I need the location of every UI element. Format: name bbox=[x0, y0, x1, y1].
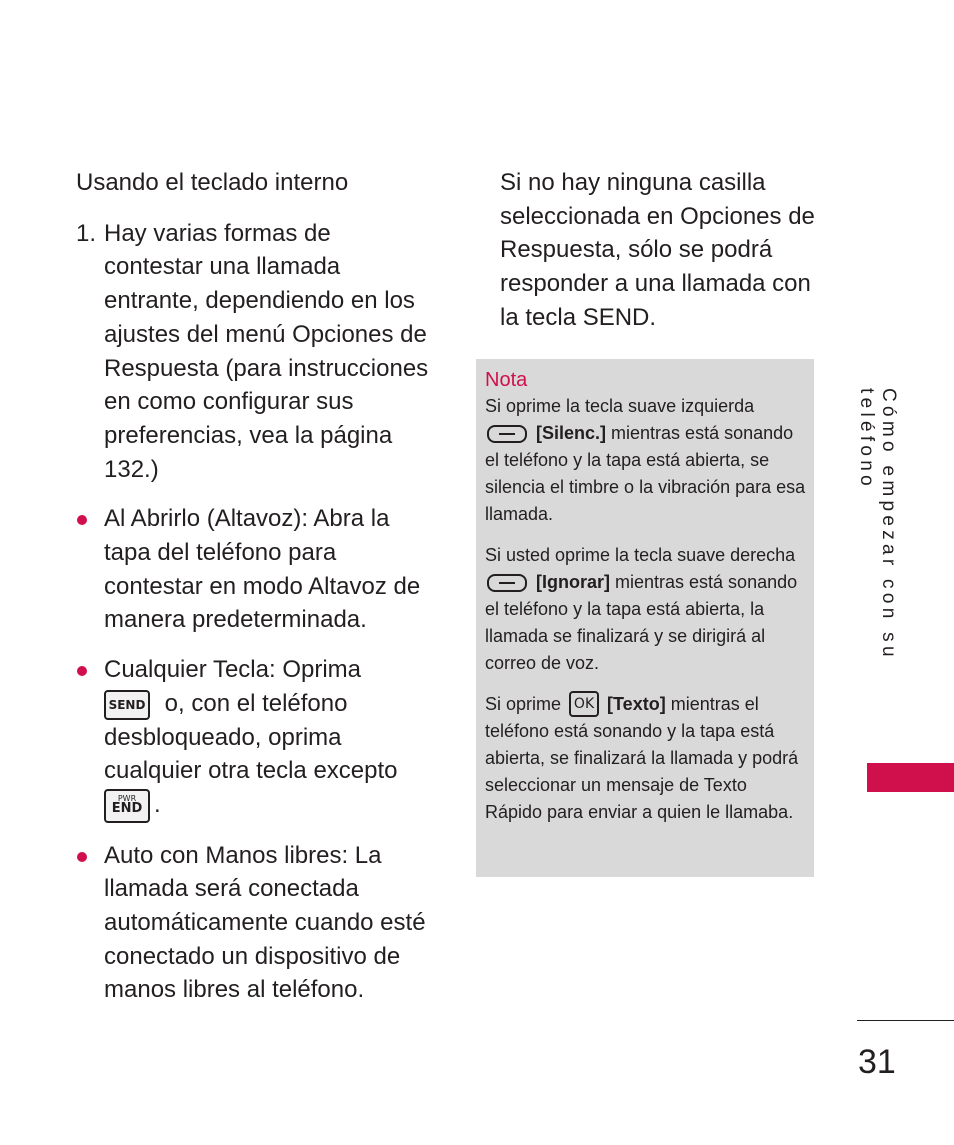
chapter-tab-marker bbox=[867, 763, 954, 792]
right-intro: Si no hay ninguna casilla seleccionada en Opciones de Respuesta, sólo se podrá responder a una llamada con la tecla SEND. bbox=[500, 169, 815, 331]
bullet-icon bbox=[77, 852, 87, 862]
end-key-label: END bbox=[111, 800, 143, 816]
left-column bbox=[76, 166, 436, 1023]
bullet-text: Abra la tapa del teléfono para contestar en modo Altavoz de manera predeterminada. bbox=[104, 505, 421, 634]
bullet-text-continued: o, con el teléfono desbloqueado, oprima cualquier otra tecla excepto bbox=[104, 689, 398, 785]
note-text: mientras está sonando el teléfono y la tapa está abierta, se silencia el timbre o la vibración para esa llamada. bbox=[485, 423, 806, 524]
note-text: Si oprime la tecla suave izquierda bbox=[485, 396, 755, 416]
note-text: Si usted oprime la tecla suave derecha bbox=[485, 545, 796, 565]
note-text: mientras está sonando el teléfono y la tapa está abierta, la llamada se finalizará y se dirigirá al correo de voz. bbox=[485, 572, 798, 673]
bullet-icon bbox=[77, 666, 87, 676]
bullet-text: : La llamada será conectada automáticamente cuando esté conectado un dispositivo de manos libres al teléfono. bbox=[104, 841, 426, 1004]
end-key-pwr-label: PWR bbox=[117, 793, 137, 803]
note-paragraph-1 bbox=[485, 393, 808, 528]
note-box bbox=[476, 359, 814, 877]
bullet-cualquier-tecla bbox=[76, 653, 436, 822]
step-number: 1. bbox=[76, 219, 97, 247]
bullet-auto-manos-libres bbox=[76, 839, 436, 1008]
silenc-key-label: [Silenc.] bbox=[536, 423, 607, 443]
step-1-text: Hay varias formas de contestar una llamada entrante, dependiendo en los ajustes del menú Opciones de Respuesta (para instrucciones en como configurar sus preferencias, vea la página 132.) bbox=[104, 219, 429, 483]
step-1 bbox=[76, 217, 436, 487]
texto-key-label: [Texto] bbox=[607, 694, 666, 714]
section-title: Usando el teclado interno bbox=[76, 169, 349, 196]
note-title: Nota bbox=[485, 369, 528, 391]
note-paragraph-2 bbox=[485, 542, 808, 677]
bullet-term: Auto con Manos libres bbox=[104, 841, 342, 869]
ok-key-icon: OK bbox=[569, 691, 599, 717]
bullet-term: Al Abrirlo (Altavoz): bbox=[104, 505, 309, 533]
right-softkey-icon bbox=[487, 574, 527, 592]
send-key-icon: SEND bbox=[104, 690, 150, 720]
end-key-icon bbox=[104, 789, 150, 823]
ignorar-key-label: [Ignorar] bbox=[536, 572, 611, 592]
bullet-text-end: . bbox=[154, 790, 161, 818]
page-number: 31 bbox=[858, 1043, 896, 1081]
note-paragraph-3 bbox=[485, 691, 808, 826]
bullet-al-abrirlo bbox=[76, 502, 436, 637]
bullet-text: : Oprima bbox=[269, 656, 362, 684]
bullet-icon bbox=[77, 515, 87, 525]
footer-rule bbox=[857, 1020, 954, 1021]
left-softkey-icon bbox=[487, 425, 527, 443]
bullet-term: Cualquier Tecla bbox=[104, 656, 269, 684]
chapter-tab-label: Cómo empezar con su teléfono bbox=[856, 388, 899, 661]
note-text: Si oprime bbox=[485, 694, 562, 714]
note-text: mientras el teléfono está sonando y la tapa está abierta, se finalizará la llamada y podrá seleccionar un mensaje de Texto Rápido para enviar a quien le llamaba. bbox=[485, 694, 799, 822]
